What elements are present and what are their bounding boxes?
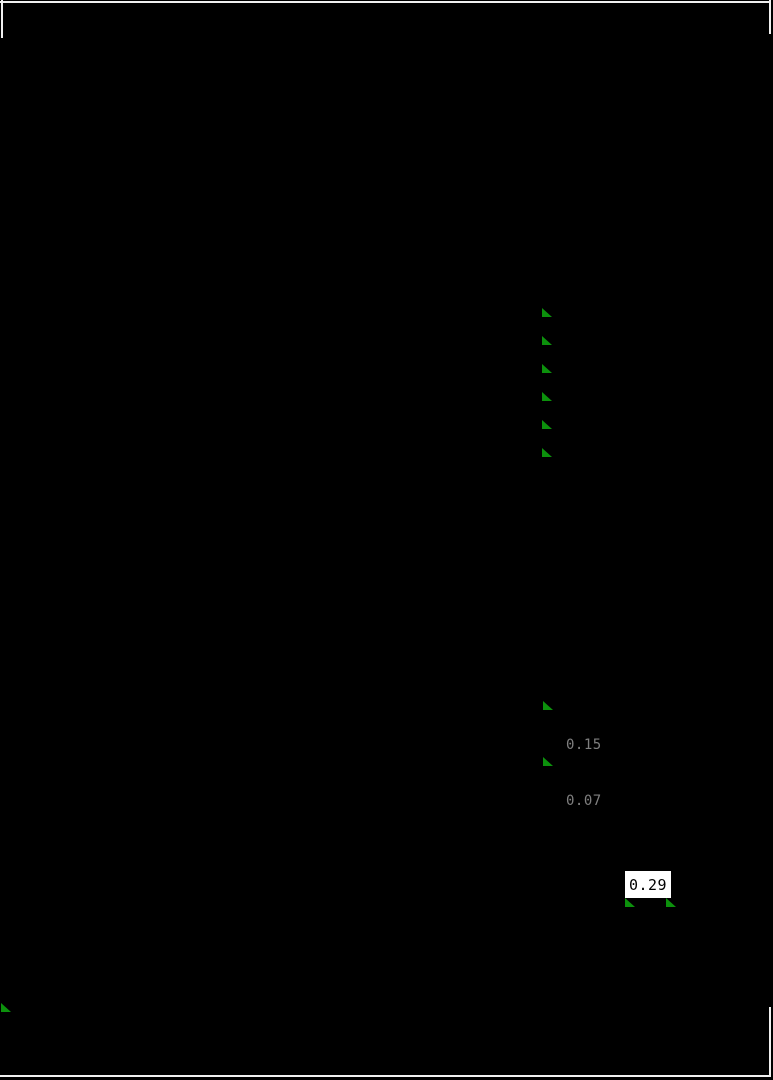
green-arrow-marker-icon — [1, 1003, 11, 1012]
frame-top-edge — [0, 1, 771, 3]
frame-right-edge-top-segment — [769, 0, 771, 34]
green-arrow-marker-icon — [666, 898, 676, 907]
green-arrow-marker-icon — [543, 757, 553, 766]
value-tooltip-box — [625, 871, 671, 898]
frame-right-edge-bottom-segment — [769, 1007, 771, 1077]
green-arrow-marker-icon — [542, 392, 552, 401]
green-arrow-marker-icon — [625, 898, 635, 907]
value-tooltip-text: 0.29 — [628, 875, 668, 894]
frame-bottom-edge — [0, 1075, 771, 1077]
green-arrow-marker-icon — [542, 364, 552, 373]
green-arrow-marker-icon — [542, 336, 552, 345]
green-arrow-marker-icon — [543, 701, 553, 710]
green-arrow-marker-icon — [542, 420, 552, 429]
value-label-lower: 0.07 — [566, 793, 602, 809]
green-arrow-marker-icon — [542, 308, 552, 317]
green-arrow-marker-icon — [542, 448, 552, 457]
frame-left-edge-segment — [1, 0, 3, 38]
value-label-upper: 0.15 — [566, 737, 602, 753]
